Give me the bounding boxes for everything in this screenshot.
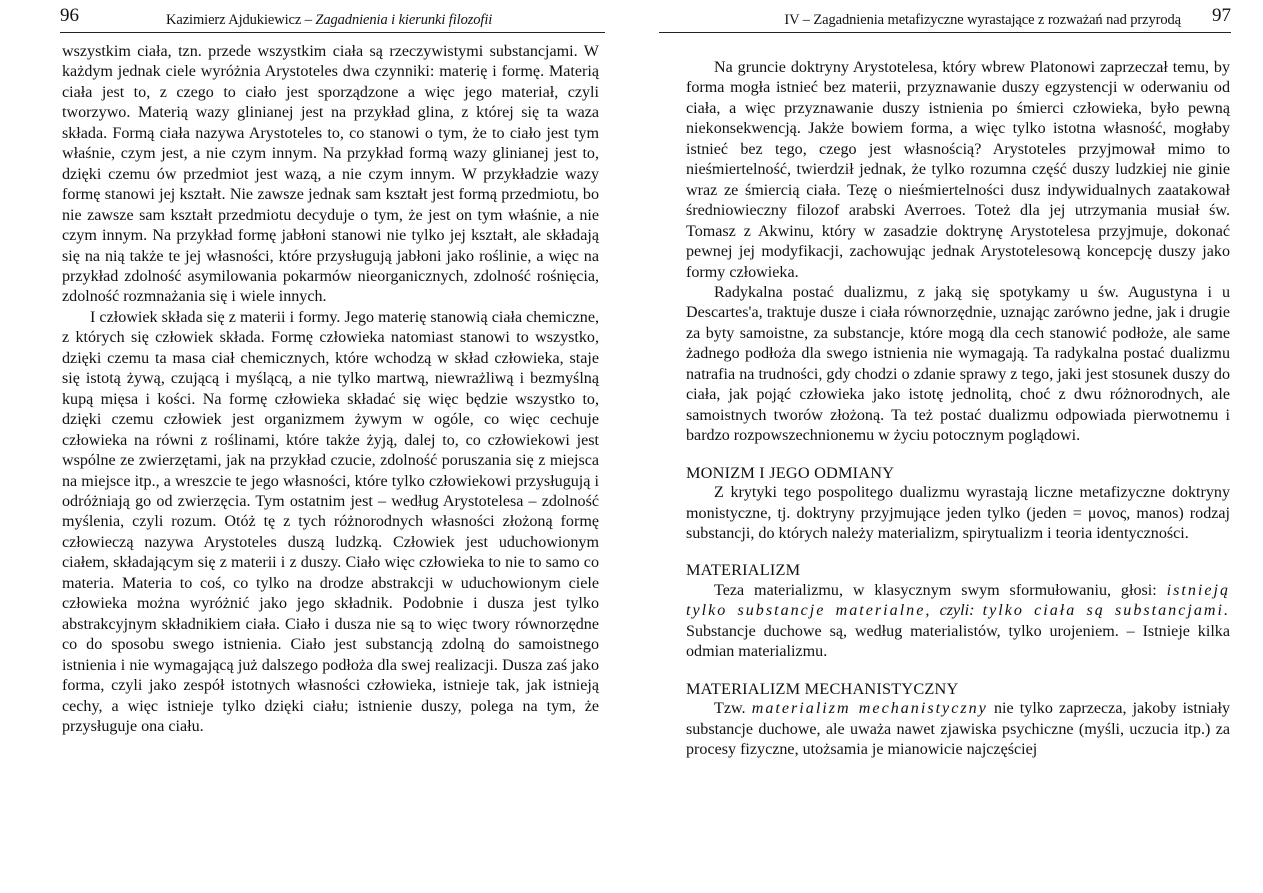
materializm-text-before: Teza materializmu, w klasycznym swym sformułowaniu, głosi: xyxy=(714,581,1167,599)
right-running-head xyxy=(659,4,1231,33)
section-heading-materializm-mechanistyczny: MATERIALIZM MECHANISTYCZNY xyxy=(686,678,959,698)
section-heading-materializm: MATERIALIZM xyxy=(686,560,801,580)
section-text-materializm xyxy=(686,581,1230,663)
paragraph: I człowiek składa się z materii i formy. Jego materię stanowią ciała chemiczne, z których się człowiek składa. Formę człowieka natomiast stanowi to wszystko, dzięki czemu ta masa ciał chemicznych, które wchodzą w skład człowieka, staje się istotą żywą, czującą i myślącą, a nie tylko martwą, niewrażliwą i bezmyślną kupą mięsa i kości. Na formę człowieka składać się więc będzie wszystko to, dzięki czemu człowiek jest organizmem żywym w ogóle, co więc cechuje człowieka na równi z roślinami, które także żyją, dalej to, co człowiekowi jest wspólne ze zwierzętami, jak na przykład czucie, zdolność poruszania się z miejsca na miejsce itp., a wreszcie te jego własności, które tylko człowiekowi przysługują i odróżniają go od zwierzęcia. Tym ostatnim jest – według Arystotelesa – zdolność myślenia, czyli rozum. Otóż tę z tych różnorodnych własności złożoną formę człowieczą nazywa Arystoteles duszą ludzką. Człowiek jest uduchowionym ciałem, składającym się z materii i z duszy. Ciało więc człowieka to nie to samo co materia. Materia to coś, co tylko na drodze abstrakcji w uduchowionym ciele człowieka można wyróżnić jako jego składnik. Podobnie i dusza jest tylko abstrakcyjnym składnikiem ciała. Ciało i dusza nie są to więc twory równorzędne co do sposobu swego istnienia. Ciało jest substancją zdolną do samoistnego istnienia i nie wymagającą już dalszego podłoża dla swej realizacji. Dusza zaś jako forma, czyli jako zespół istotnych własności człowieka, istnieje tak, jak istnieją cechy, a więc istnieje tylko dzięki ciału; istnienie duszy, polega na tym, że przysługuje ona ciału. xyxy=(62,308,599,735)
materializm-thesis-2: tylko ciała są substancjami. xyxy=(982,602,1230,620)
left-running-head xyxy=(60,4,605,33)
left-running-title xyxy=(166,12,492,29)
mechanistyczny-text-before: Tzw. xyxy=(714,700,752,718)
right-page-body xyxy=(686,58,1230,761)
materializm-text-middle: czyli: xyxy=(931,602,983,620)
page-number-left: 96 xyxy=(60,5,79,26)
paragraph: Radykalna postać dualizmu, z jaką się spotykamy u św. Augustyna i u Descartes'a, traktuje dusze i ciała równorzędnie, uznając zarówno jedne, jak i drugie za byty samoistne, za substancje, które mogą dla cech stanowić podłoże, ale same żadnego podłoża dla swego istnienia nie wymagają. Ta radykalna postać dualizmu natrafia na trudności, gdy chodzi o zdanie sprawy z tego, jaki jest stosunek duszy do ciała, jak pojąć człowieka jako istotę jednolitą, choć z dwu różnorodnych, ale samoistnych tworów złożoną. Ta też postać dualizmu odpowiada pierwotnemu i bardzo rozpowszechnionemu w życiu potocznym poglądowi. xyxy=(686,283,1230,445)
left-page xyxy=(0,0,631,893)
mechanistyczny-term: materializm mechanistyczny xyxy=(751,700,988,718)
right-page xyxy=(631,0,1263,893)
materializm-thesis: istnieją tylko substancje materialne, xyxy=(686,581,1230,620)
mechanistyczny-text-after: nie tylko zaprzecza, jakoby istniały substancje duchowe, ale uważa nawet zjawiska psychiczne (myśli, uczucia itp.) za procesy fizyczne, utożsamia je mianowicie najczęściej xyxy=(686,700,1230,759)
section-text-monizm: Z krytyki tego pospolitego dualizmu wyrastają liczne metafizyczne doktryny monistyczne, tj. doktryny przyjmujące jeden tylko (jeden = μονος, manos) rodzaj substancji, do których należy materializm, spirytualizm i teoria identyczności. xyxy=(686,484,1230,542)
paragraph: wszystkim ciała, tzn. przede wszystkim ciała są rzeczywistymi substancjami. W każdym jednak ciele wyróżnia Arystoteles dwa czynniki: materię i formę. Materią ciała jest to, z czego to ciało jest sporządzone a więc jego materiał, czyli tworzywo. Materią wazy glinianej jest na przykład glina, z której się ta waza składa. Formą ciała nazywa Arystoteles to, co stanowi o tym, że to ciało jest tym właśnie, czym jest, a nie czym innym. Na przykład formą wazy glinianej jest to, dzięki czemu ów przedmiot jest wazą, a nie czym innym. W przykładzie wazy formę stanowi jej kształt. Nie zawsze jednak sam kształt jest formą przedmiotu, bo nie zawsze sam kształt przedmiotu decyduje o tym, że jest on tym właśnie, a nie czym innym. Na przykład formę jabłoni stanowi nie tylko jej kształt, ale składają się na nią także te jej własności, które przysługują jabłoni jako roślinie, a więc na przykład zdolność asymilowania pokarmów nieorganicznych, zdolność rośnięcia, zdolność rozmnażania się i wiele innych. xyxy=(62,43,599,306)
left-page-body xyxy=(62,42,599,737)
running-head-book-title: Zagadnienia i kierunki filozofii xyxy=(315,12,493,28)
paragraph: Na gruncie doktryny Arystotelesa, który wbrew Platonowi zaprzeczał temu, by forma mogła istnieć bez materii, przyznawanie duszy egzystencji w oderwaniu od ciała, a więc przyznawanie duszy istnienia po śmierci człowieka, było pewną niekonsekwencją. Jakże bowiem forma, a więc tylko istotna własność, mogłaby istnieć bez tego, czego jest własnością? Arystoteles przyjmował mimo to nieśmiertelność, twierdził jednak, że tylko rozumna część duszy ludzkiej nie ginie wraz ze śmiercią ciała. Tezę o nieśmiertelności dusz indywidualnych zaatakował średniowieczny filozof arabski Averroes. Toteż dla jej utrzymania musiał św. Tomasz z Akwinu, który w zasadzie doktrynę Arystotelesa przyjmuje, dokonać pewnej jej modyfikacji, zachowując jednak Arystotelesową koncepcję duszy jako formy człowieka. xyxy=(686,59,1230,281)
right-running-title: IV – Zagadnienia metafizyczne wyrastające z rozważań nad przyrodą xyxy=(784,12,1181,28)
page-number-right: 97 xyxy=(1212,5,1231,26)
running-head-author: Kazimierz Ajdukiewicz – xyxy=(166,12,316,28)
materializm-text-after: Substancje duchowe są, według materialistów, tylko urojeniem. – Istnieje kilka odmian materializmu. xyxy=(686,622,1230,661)
section-text-materializm-mechanistyczny xyxy=(686,699,1230,760)
section-heading-monizm: MONIZM I JEGO ODMIANY xyxy=(686,462,895,482)
